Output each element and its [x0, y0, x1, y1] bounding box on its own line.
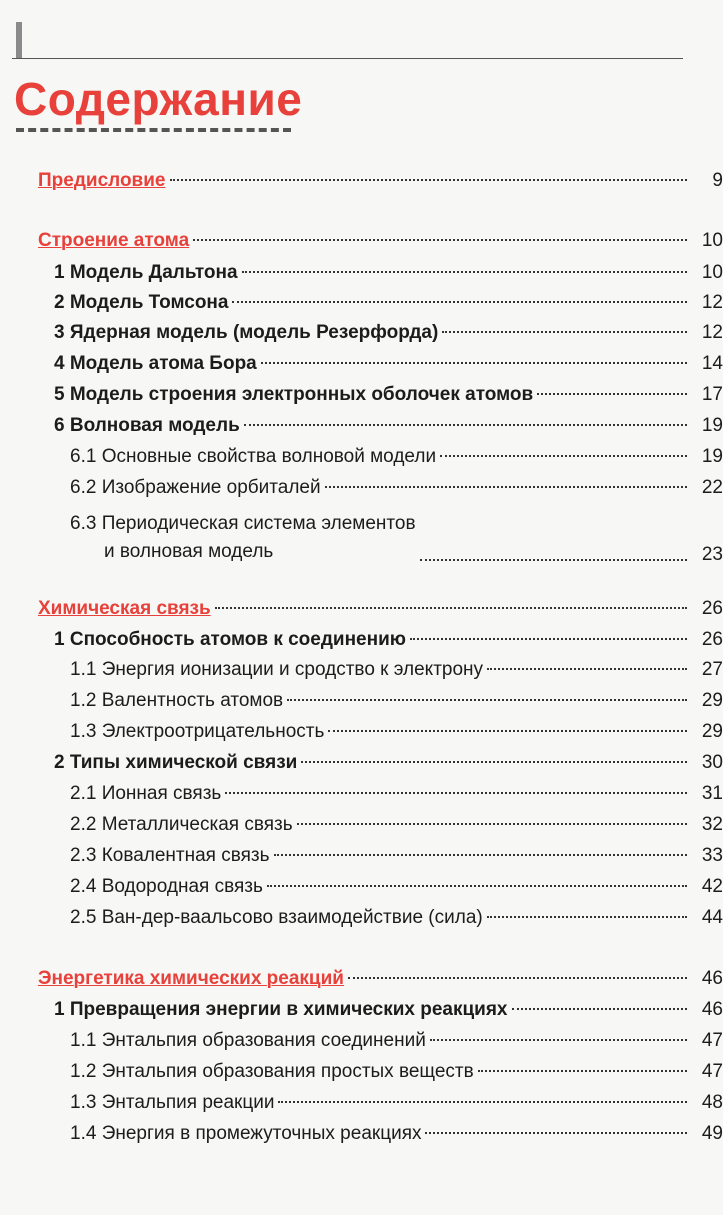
toc-leader — [478, 1070, 687, 1072]
toc-label: 1.1 Энтальпия образования соединений — [70, 1030, 426, 1051]
toc-page-number: 9 — [712, 170, 723, 191]
toc-leader — [430, 1039, 687, 1041]
toc-chapter[interactable] — [0, 262, 723, 290]
toc-label: 3 Ядерная модель (модель Резерфорда) — [54, 322, 439, 343]
toc-label: Энергетика химических реакций — [38, 968, 344, 989]
toc-subchapter[interactable] — [0, 446, 723, 474]
toc-label: 2.3 Ковалентная связь — [70, 845, 270, 866]
toc-leader — [297, 823, 687, 825]
toc-label: 1.3 Энтальпия реакции — [70, 1092, 275, 1113]
toc-leader — [261, 362, 687, 364]
toc-section-reaction-energetics[interactable] — [0, 968, 723, 996]
toc-section-chemical-bond[interactable] — [0, 598, 723, 626]
toc-leader — [287, 699, 687, 701]
toc-label: Предисловие — [38, 170, 166, 191]
toc-page-number: 44 — [701, 907, 723, 928]
toc-page-number: 12 — [701, 322, 723, 343]
toc-page-number: 26 — [701, 629, 723, 650]
toc-leader — [225, 792, 687, 794]
toc-section-atom-structure[interactable] — [0, 230, 723, 258]
toc-page-number: 46 — [701, 968, 723, 989]
toc-subchapter[interactable] — [0, 1061, 723, 1089]
toc-page-number: 33 — [701, 845, 723, 866]
toc-leader — [274, 854, 687, 856]
toc-label: 2.5 Ван-дер-ваальсово взаимодействие (сила) — [70, 907, 483, 928]
toc-page-number: 12 — [701, 292, 723, 313]
toc-label: 6.2 Изображение орбиталей — [70, 477, 321, 498]
toc-subchapter[interactable] — [0, 907, 723, 935]
toc-leader — [537, 393, 687, 395]
toc-subchapter[interactable] — [0, 1030, 723, 1058]
toc-label: 5 Модель строения электронных оболочек атомов — [54, 384, 534, 405]
toc-leader — [244, 424, 687, 426]
title-dash-divider — [16, 128, 291, 132]
toc-subchapter[interactable] — [0, 659, 723, 687]
toc-page-number: 42 — [701, 876, 723, 897]
toc-leader — [328, 730, 687, 732]
header-bar — [16, 22, 22, 58]
toc-page-number: 46 — [701, 999, 723, 1020]
toc-subchapter[interactable] — [0, 845, 723, 873]
toc-page-number: 47 — [701, 1061, 723, 1082]
toc-page-number: 22 — [701, 477, 723, 498]
toc-chapter[interactable] — [0, 292, 723, 320]
toc-label-line2: и волновая модель — [104, 541, 274, 562]
toc-page-number: 26 — [701, 598, 723, 619]
toc-leader — [232, 301, 687, 303]
toc-label: Химическая связь — [38, 598, 211, 619]
toc-chapter[interactable] — [0, 322, 723, 350]
toc-label: 1.2 Валентность атомов — [70, 690, 284, 711]
page-title: Содержание — [14, 73, 303, 125]
toc-chapter[interactable] — [0, 384, 723, 412]
toc-page-number: 23 — [701, 544, 723, 565]
toc-leader — [348, 977, 687, 979]
toc-leader — [215, 607, 687, 609]
toc-label: 6 Волновая модель — [54, 415, 240, 436]
toc-label: 1.2 Энтальпия образования простых веществ — [70, 1061, 474, 1082]
toc-label-line1: 6.3 Периодическая система элементов — [70, 513, 416, 534]
toc-leader — [278, 1101, 687, 1103]
toc-subchapter[interactable] — [0, 876, 723, 904]
toc-page-number: 14 — [701, 353, 723, 374]
toc-label: 1 Модель Дальтона — [54, 262, 238, 283]
toc-leader — [440, 455, 687, 457]
toc-page-number: 48 — [701, 1092, 723, 1113]
toc-label: 2.2 Металлическая связь — [70, 814, 293, 835]
toc-label: 1.1 Энергия ионизации и сродство к электрону — [70, 659, 484, 680]
toc-subchapter[interactable] — [0, 783, 723, 811]
toc-label: 4 Модель атома Бора — [54, 353, 257, 374]
header-rule — [12, 58, 683, 59]
toc-leader — [242, 271, 687, 273]
toc-page-number: 49 — [701, 1123, 723, 1144]
toc-label: 1.3 Электроотрицательность — [70, 721, 325, 742]
toc-leader — [425, 1132, 687, 1134]
toc-page-number: 10 — [701, 262, 723, 283]
toc-page-number: 19 — [701, 446, 723, 467]
toc-leader — [267, 885, 687, 887]
toc-leader — [325, 486, 687, 488]
toc-subchapter[interactable] — [0, 690, 723, 718]
toc-leader — [487, 668, 687, 670]
toc-subchapter[interactable] — [0, 1092, 723, 1120]
toc-subchapter[interactable] — [0, 721, 723, 749]
toc-leader — [301, 761, 687, 763]
toc-chapter[interactable] — [0, 415, 723, 443]
toc-chapter[interactable] — [0, 353, 723, 381]
toc-subchapter[interactable] — [0, 510, 723, 566]
toc-label: 2 Модель Томсона — [54, 292, 229, 313]
toc-subchapter[interactable] — [0, 1123, 723, 1151]
toc-page-number: 30 — [701, 752, 723, 773]
toc-subchapter[interactable] — [0, 814, 723, 842]
toc-subchapter[interactable] — [0, 477, 723, 505]
toc-label: Строение атома — [38, 230, 190, 251]
toc-label: 1 Способность атомов к соединению — [54, 629, 407, 650]
toc-page-number: 29 — [701, 721, 723, 742]
toc-leader — [442, 331, 687, 333]
toc-page-number: 31 — [701, 783, 723, 804]
toc-page-number: 32 — [701, 814, 723, 835]
toc-page-number: 47 — [701, 1030, 723, 1051]
toc-leader — [193, 239, 687, 241]
toc-label: 1.4 Энергия в промежуточных реакциях — [70, 1123, 422, 1144]
toc-leader — [170, 179, 688, 181]
toc-label: 2.1 Ионная связь — [70, 783, 222, 804]
toc-chapter[interactable] — [0, 752, 723, 780]
toc-page-number: 29 — [701, 690, 723, 711]
toc-page-number: 19 — [701, 415, 723, 436]
toc-leader — [512, 1008, 688, 1010]
toc-chapter[interactable] — [0, 999, 723, 1027]
toc-leader — [410, 638, 687, 640]
toc-page-number: 10 — [701, 230, 723, 251]
toc-label: 2.4 Водородная связь — [70, 876, 263, 897]
toc-leader — [487, 916, 687, 918]
toc-label: 6.1 Основные свойства волновой модели — [70, 446, 437, 467]
toc-label: 1 Превращения энергии в химических реакциях — [54, 999, 508, 1020]
toc-label: 2 Типы химической связи — [54, 752, 298, 773]
toc-chapter[interactable] — [0, 629, 723, 657]
toc-section-preface[interactable] — [0, 170, 723, 198]
toc-page-number: 17 — [701, 384, 723, 405]
toc-page-number: 27 — [701, 659, 723, 680]
toc-leader — [420, 559, 687, 561]
